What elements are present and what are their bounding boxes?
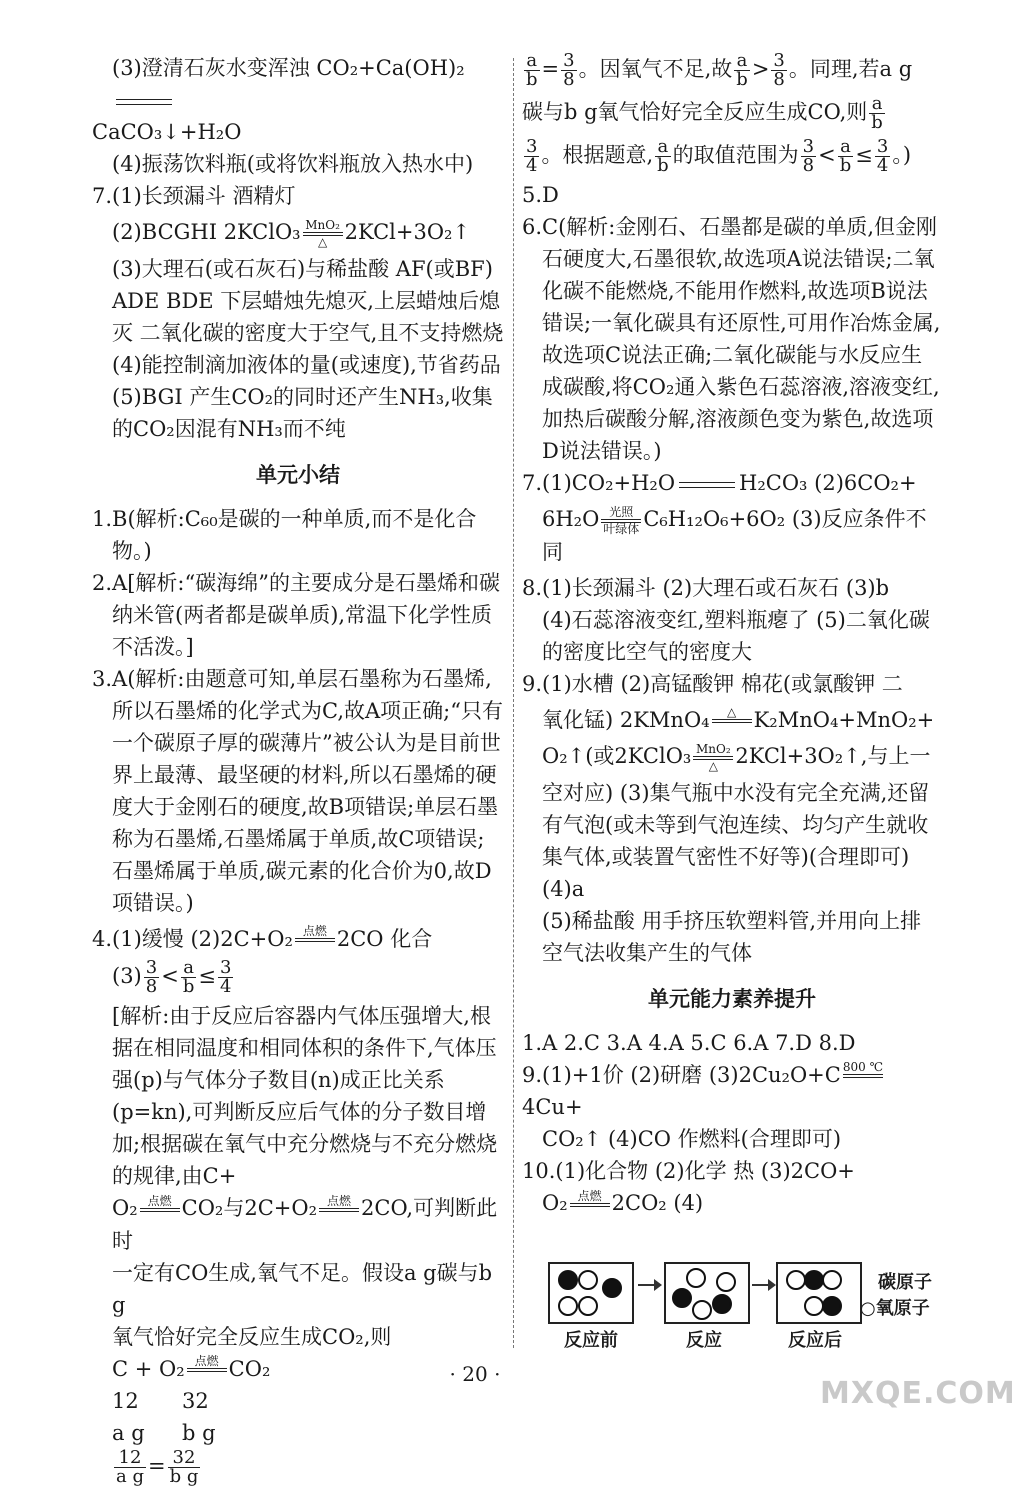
equation-line: 7.(1)CO₂+H₂O H₂CO₃ (2)6CO₂+ bbox=[522, 471, 917, 495]
text-line: ADE BDE 下层蜡烛先熄灭,上层蜡烛后熄 bbox=[112, 288, 500, 313]
answer-item: 1.B(解析:C₆₀是碳的一种单质,而不是化合物。) bbox=[92, 506, 477, 563]
text-line: (3)澄清石灰水变浑浊 CO₂+Ca(OH)₂ bbox=[92, 52, 504, 116]
equation-line: 4.(1)缓慢 (2)2C+O₂ 点燃 2CO 化合 bbox=[92, 924, 433, 951]
label-before: 反应前 bbox=[564, 1330, 618, 1351]
section-heading: 单元能力素养提升 bbox=[648, 986, 816, 1011]
analysis-text: 氧气恰好完全反应生成CO₂,则 bbox=[112, 1324, 392, 1349]
text-line: 10.(1)化合物 (2)化学 热 (3)2CO+ bbox=[522, 1159, 855, 1183]
carbon-atom bbox=[672, 1288, 692, 1308]
oxygen-atom bbox=[786, 1270, 806, 1290]
text-line: CO₂↑ (4)CO 作燃料(合理即可) bbox=[542, 1127, 842, 1151]
equation-line: O₂ 点燃 2CO₂ (4) bbox=[542, 1188, 704, 1215]
watermark: MXQE.COM bbox=[820, 1376, 1016, 1411]
equation-line: O₂↑(或2KClO₃ MnO₂ △ 2KCl+3O₂↑,与上一 bbox=[542, 741, 931, 773]
equation-line: 6H₂O 光照 叶绿体 C₆H₁₂O₆+6O₂ (3)反应条件不同 bbox=[542, 504, 927, 564]
label-after: 反应后 bbox=[788, 1330, 842, 1351]
left-column bbox=[92, 52, 504, 1486]
text-line: (5)稀盐酸 用手挤压软塑料管,并用向上排空气法收集产生的气体 bbox=[542, 908, 922, 965]
oxygen-atom bbox=[578, 1270, 598, 1290]
legend-oxygen: ○氧原子 bbox=[860, 1298, 930, 1319]
equation-line: 9.(1)+1价 (2)研磨 (3)2Cu₂O+C 800 ℃ 4Cu+ bbox=[522, 1060, 883, 1119]
answer-item: 3.A(解析:由题意可知,单层石墨称为石墨烯,所以石墨烯的化学式为C,故A项正确;“只有一个碳原子厚的碳薄片”被公认为是目前世界上最薄、最坚硬的材料,所以石墨烯的硬度大于金刚石的硬度,故B项错误;单层石墨称为石墨烯,石墨烯属于单质,故C项错误;石墨烯属于单质,碳元素的化合价为0,故D项错误。) bbox=[92, 666, 503, 915]
answer-item: 8.(1)长颈漏斗 (2)大理石或石灰石 (3)b bbox=[522, 575, 890, 600]
answer-item: 5.D bbox=[522, 183, 559, 207]
text-line: 7.(1)长颈漏斗 酒精灯 bbox=[92, 184, 296, 208]
right-column bbox=[522, 52, 942, 1220]
answer-item: 9.(1)水槽 (2)高锰酸钾 棉花(或氯酸钾 二 bbox=[522, 671, 903, 696]
ratio-line: $\frac{a}{b}$ = $\frac{3}{8}$ 。因氧气不足,故 $\frac{a}{b}$ > $\frac{3}{8}$ 。同理,若a g bbox=[526, 50, 913, 90]
carbon-atom bbox=[804, 1270, 824, 1290]
carbon-atom bbox=[822, 1296, 842, 1316]
equation-line: 氧化锰) 2KMnO₄ △ K₂MnO₄+MnO₂+ bbox=[542, 705, 935, 732]
oxygen-atom bbox=[558, 1296, 578, 1316]
text-line: (3)大理石(或石灰石)与稀盐酸 AF(或BF) bbox=[112, 256, 493, 281]
section-heading: 单元小结 bbox=[256, 462, 340, 487]
reaction-diagram bbox=[548, 1262, 940, 1357]
text-line: 灭 二氧化碳的密度大于空气,且不支持燃烧 bbox=[112, 320, 504, 345]
mass-row: a g b g bbox=[112, 1421, 216, 1445]
inequality-line: (3) $\frac{3}{8}$ < $\frac{a}{b}$ ≤ $\frac{3}{4}$ bbox=[112, 957, 232, 997]
ratio-line: $\frac{3}{4}$ 。根据题意, $\frac{a}{b}$ 的取值范围为 $\frac{3}{8}$ < $\frac{a}{b}$ ≤ $\frac{3}{4}$ 。) bbox=[526, 136, 912, 176]
carbon-atom bbox=[602, 1278, 622, 1298]
answer-row: 1.A 2.C 3.A 4.A 5.C 6.A 7.D 8.D bbox=[522, 1030, 856, 1055]
arrow-icon bbox=[752, 1284, 774, 1286]
text-line: (4)石蕊溶液变红,塑料瓶瘪了 (5)二氧化碳的密度比空气的密度大 bbox=[542, 607, 930, 664]
equation-line: O₂ 点燃 CO₂与2C+O₂ 点燃 2CO,可判断此时 bbox=[112, 1193, 498, 1253]
text-line: (4)能控制滴加液体的量(或速度),节省药品 bbox=[112, 352, 501, 377]
arrow-icon bbox=[638, 1284, 660, 1286]
ratio-line: $\frac{12}{\text{a g}}$ = $\frac{32}{\text{b g}}$ bbox=[116, 1447, 199, 1487]
text-line: (4)振荡饮料瓶(或将饮料瓶放入热水中) bbox=[112, 152, 474, 176]
answer-item: 6.C(解析:金刚石、石墨都是碳的单质,但金刚石硬度大,石墨很软,故选项A说法错误;二氧化碳不能燃烧,不能用作燃料,故选项B说法错误;一氧化碳具有还原性,可用作冶炼金属,故选项C说法正确;二氧化碳能与水反应生成碳酸,将CO₂通入紫色石蕊溶液,溶液变红,加热后碳酸分解,溶液颜色变为紫色,故选项D说法错误。) bbox=[522, 215, 941, 463]
oxygen-atom bbox=[822, 1270, 842, 1290]
text-line: (5)BGI 产生CO₂的同时还产生NH₃,收集 bbox=[112, 384, 493, 409]
oxygen-atom bbox=[716, 1272, 736, 1292]
box-before bbox=[548, 1262, 634, 1324]
analysis-text: 一定有CO生成,氧气不足。假设a g碳与b g bbox=[112, 1260, 493, 1317]
box-reaction bbox=[664, 1262, 750, 1324]
oxygen-atom bbox=[692, 1300, 712, 1320]
answer-item: 2.A[解析:“碳海绵”的主要成分是石墨烯和碳纳米管(两者都是碳单质),常温下化学性质不活泼。] bbox=[92, 570, 500, 659]
equation-line: (2)BCGHI 2KClO₃ MnO₂ △ 2KCl+3O₂↑ bbox=[112, 217, 471, 249]
legend-carbon: 碳原子 bbox=[878, 1272, 932, 1293]
analysis-text: [解析:由于反应后容器内气体压强增大,根据在相同温度和相同体积的条件下,气体压强(p)与气体分子数目(n)成正比关系(p=kn),可判断反应后气体的分子数目增加;根据碳在氧气中充分燃烧与不充分燃烧的规律,由C+ bbox=[112, 1004, 498, 1188]
oxygen-atom bbox=[578, 1296, 598, 1316]
carbon-atom bbox=[558, 1270, 578, 1290]
text-line: 碳与b g氧气恰好完全反应生成CO,则 $\frac{a}{b}$ bbox=[522, 93, 883, 133]
label-reaction: 反应 bbox=[686, 1330, 722, 1351]
equation-line: C + O₂ 点燃 CO₂ bbox=[112, 1354, 271, 1381]
text-line: 的CO₂因混有NH₃而不纯 bbox=[112, 416, 346, 441]
column-divider bbox=[513, 58, 515, 1348]
oxygen-atom bbox=[686, 1268, 706, 1288]
box-after bbox=[776, 1262, 862, 1324]
text-line: CaCO₃↓+H₂O bbox=[92, 120, 242, 144]
oxygen-atom bbox=[804, 1296, 824, 1316]
carbon-atom bbox=[712, 1294, 732, 1314]
page-number: · 20 · bbox=[449, 1362, 501, 1386]
text-line: 空对应) (3)集气瓶中水没有完全充满,还留有气泡(或未等到气泡连续、均匀产生就收集气体,或装置气密性不好等)(合理即可) (4)a bbox=[542, 780, 930, 901]
mass-row: 12 32 bbox=[112, 1389, 209, 1413]
